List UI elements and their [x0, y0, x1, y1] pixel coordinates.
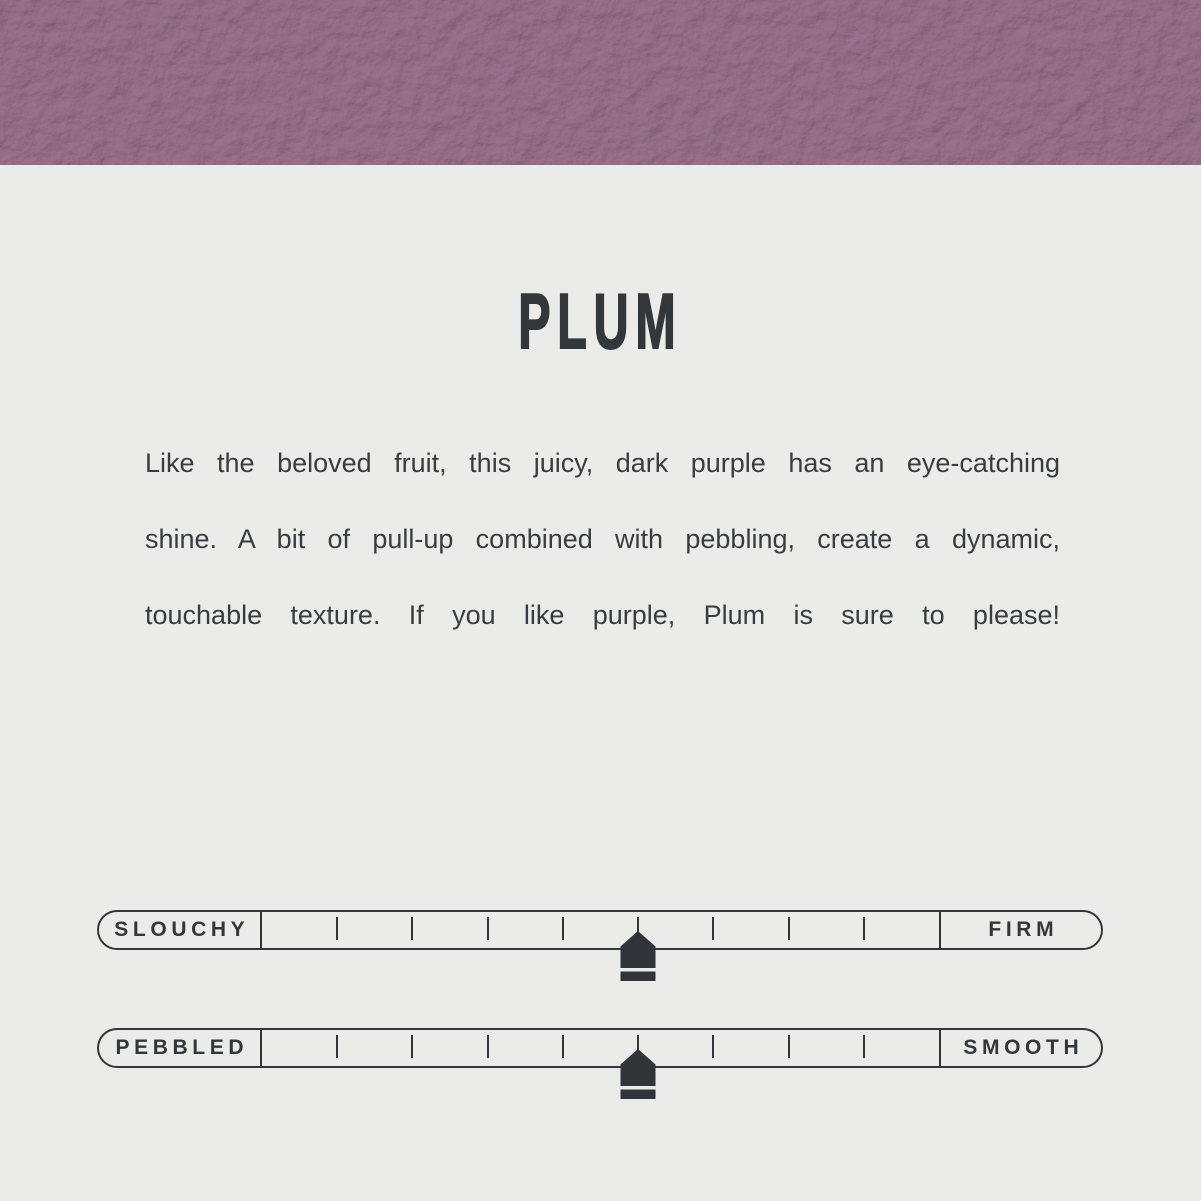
slider-slouchy-firm [97, 910, 1103, 950]
description-line: Like the beloved fruit, this juicy, dark purple has an eye-catching [145, 448, 1060, 478]
tick-mark [336, 917, 338, 940]
slider-left-label: SLOUCHY [99, 912, 262, 948]
tick-mark [863, 917, 865, 940]
description-line: shine. A bit of pull-up combined with pebbling, create a dynamic, [145, 524, 1060, 554]
leather-texture-image [0, 0, 1201, 165]
tick-mark [487, 1035, 489, 1058]
page-title-container [0, 279, 1201, 363]
tick-mark [562, 917, 564, 940]
slider-track [262, 1030, 939, 1066]
slider-right-label: SMOOTH [939, 1030, 1101, 1066]
tick-mark [336, 1035, 338, 1058]
page-title: PLUM [518, 277, 683, 365]
tick-mark [411, 917, 413, 940]
leather-texture-banner [0, 0, 1201, 165]
tick-mark [712, 917, 714, 940]
tick-mark [562, 1035, 564, 1058]
slider-left-label: PEBBLED [99, 1030, 262, 1066]
tick-mark [788, 917, 790, 940]
tick-mark [863, 1035, 865, 1058]
tick-mark [411, 1035, 413, 1058]
tick-mark [788, 1035, 790, 1058]
slider-track [262, 912, 939, 948]
tick-mark [487, 917, 489, 940]
tick-mark [712, 1035, 714, 1058]
description-line: touchable texture. If you like purple, Plum is sure to please! [145, 600, 1060, 630]
slider-marker-icon [618, 1049, 658, 1099]
slider-right-label: FIRM [939, 912, 1101, 948]
slider-pebbled-smooth [97, 1028, 1103, 1068]
color-description [145, 425, 1060, 653]
slider-marker-icon [618, 931, 658, 981]
